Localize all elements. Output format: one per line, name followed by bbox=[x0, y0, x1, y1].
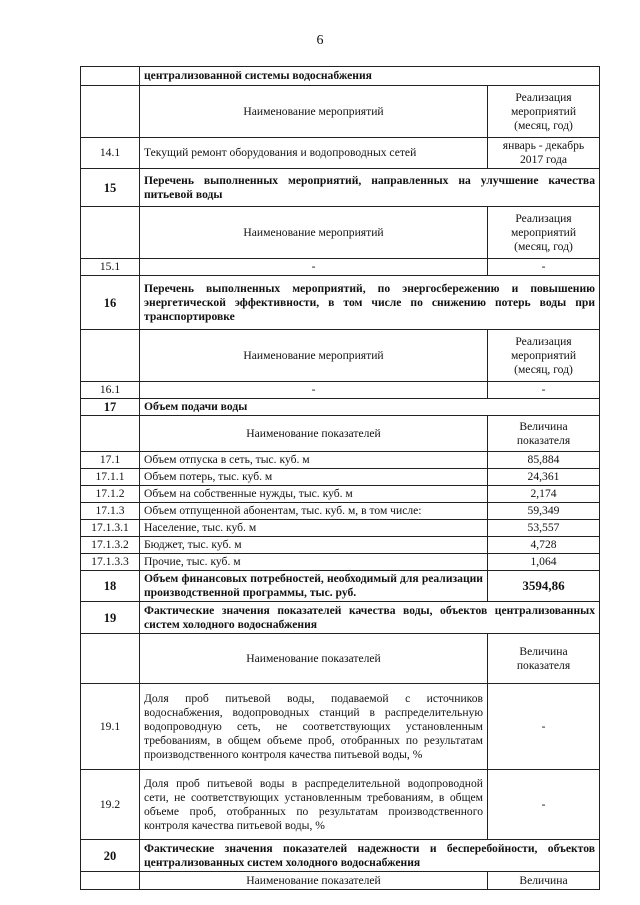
row-number: 14.1 bbox=[81, 138, 140, 169]
row-value: 24,361 bbox=[488, 469, 600, 486]
table-row bbox=[81, 554, 600, 571]
row-name: Объем потерь, тыс. куб. м bbox=[140, 469, 488, 486]
row-number: 17.1.3.2 bbox=[81, 537, 140, 554]
number-cell bbox=[81, 86, 140, 138]
row-number: 15.1 bbox=[81, 259, 140, 276]
row-name: Доля проб питьевой воды в распределительной водопроводной сети, не соответствующих установленным требованиям, в общем объеме проб, отобранных по результатам производственного контроля качества питьевой воды, % bbox=[140, 770, 488, 840]
row-name: Объем отпуска в сеть, тыс. куб. м bbox=[140, 452, 488, 469]
column-header-value: Величина показателя bbox=[488, 416, 600, 452]
number-cell bbox=[81, 207, 140, 259]
row-value: - bbox=[488, 259, 600, 276]
row-number: 17.1.3.3 bbox=[81, 554, 140, 571]
table-row bbox=[81, 503, 600, 520]
row-number: 17.1.3 bbox=[81, 503, 140, 520]
section-title: Объем финансовых потребностей, необходимый для реализации производственной программы, тыс. руб. bbox=[140, 571, 488, 602]
row-number: 19.1 bbox=[81, 684, 140, 770]
section-title: Фактические значения показателей надежности и бесперебойности, объектов централизованных систем холодного водоснабжения bbox=[140, 840, 600, 872]
table-row bbox=[81, 169, 600, 207]
table-row bbox=[81, 684, 600, 770]
table-row bbox=[81, 86, 600, 138]
table-row bbox=[81, 469, 600, 486]
row-value: 4,728 bbox=[488, 537, 600, 554]
column-header-name: Наименование мероприятий bbox=[140, 330, 488, 382]
row-number: 17.1.3.1 bbox=[81, 520, 140, 537]
table-row bbox=[81, 571, 600, 602]
column-header-name: Наименование мероприятий bbox=[140, 86, 488, 138]
row-value: 85,884 bbox=[488, 452, 600, 469]
column-header-value: Реализация мероприятий (месяц, год) bbox=[488, 330, 600, 382]
number-cell bbox=[81, 634, 140, 684]
table-row bbox=[81, 259, 600, 276]
table-row bbox=[81, 67, 600, 86]
row-name: - bbox=[140, 382, 488, 399]
section-title: Перечень выполненных мероприятий, направленных на улучшение качества питьевой воды bbox=[140, 169, 600, 207]
row-number: 17.1.1 bbox=[81, 469, 140, 486]
column-header-name: Наименование показателей bbox=[140, 634, 488, 684]
table-row bbox=[81, 416, 600, 452]
table-row bbox=[81, 330, 600, 382]
row-name: - bbox=[140, 259, 488, 276]
row-value: январь - декабрь 2017 года bbox=[488, 138, 600, 169]
column-header-value: Величина показателя bbox=[488, 634, 600, 684]
row-number: 16.1 bbox=[81, 382, 140, 399]
row-value: - bbox=[488, 382, 600, 399]
number-cell bbox=[81, 416, 140, 452]
row-number: 17.1.2 bbox=[81, 486, 140, 503]
row-name: Доля проб питьевой воды, подаваемой с источников водоснабжения, водопроводных станций в распределительную водопроводную сеть, не соответствующих установленным требованиям, в общем объеме проб, отобранных по результатам производственного контроля качества питьевой воды, % bbox=[140, 684, 488, 770]
number-cell bbox=[81, 67, 140, 86]
number-cell bbox=[81, 872, 140, 890]
number-cell bbox=[81, 330, 140, 382]
row-value: 59,349 bbox=[488, 503, 600, 520]
section-title: Объем подачи воды bbox=[140, 399, 600, 416]
table-row bbox=[81, 872, 600, 890]
table-row bbox=[81, 634, 600, 684]
section-number: 20 bbox=[81, 840, 140, 872]
table-row bbox=[81, 602, 600, 634]
column-header-name: Наименование показателей bbox=[140, 416, 488, 452]
table-row bbox=[81, 452, 600, 469]
section-value: 3594,86 bbox=[488, 571, 600, 602]
row-name: Объем отпущенной абонентам, тыс. куб. м, в том числе: bbox=[140, 503, 488, 520]
table-row bbox=[81, 770, 600, 840]
row-name: Прочие, тыс. куб. м bbox=[140, 554, 488, 571]
table-row bbox=[81, 537, 600, 554]
section-number: 15 bbox=[81, 169, 140, 207]
row-name: Текущий ремонт оборудования и водопроводных сетей bbox=[140, 138, 488, 169]
row-name: Объем на собственные нужды, тыс. куб. м bbox=[140, 486, 488, 503]
row-number: 17.1 bbox=[81, 452, 140, 469]
column-header-name: Наименование показателей bbox=[140, 872, 488, 890]
column-header-value: Величина bbox=[488, 872, 600, 890]
table-row bbox=[81, 486, 600, 503]
table-row bbox=[81, 138, 600, 169]
section-title: Фактические значения показателей качества воды, объектов централизованных систем холодного водоснабжения bbox=[140, 602, 600, 634]
column-header-name: Наименование мероприятий bbox=[140, 207, 488, 259]
table-row bbox=[81, 520, 600, 537]
row-name: Население, тыс. куб. м bbox=[140, 520, 488, 537]
row-name: Бюджет, тыс. куб. м bbox=[140, 537, 488, 554]
section-number: 17 bbox=[81, 399, 140, 416]
section-title: централизованной системы водоснабжения bbox=[140, 67, 600, 86]
column-header-value: Реализация мероприятий (месяц, год) bbox=[488, 207, 600, 259]
row-value: - bbox=[488, 684, 600, 770]
table-row bbox=[81, 382, 600, 399]
section-number: 16 bbox=[81, 276, 140, 330]
table-row bbox=[81, 840, 600, 872]
document-table bbox=[80, 66, 600, 890]
row-value: - bbox=[488, 770, 600, 840]
section-title: Перечень выполненных мероприятий, по энергосбережению и повышению энергетической эффективности, в том числе по снижению потерь воды при транспортировке bbox=[140, 276, 600, 330]
page-number: 6 bbox=[316, 33, 324, 48]
row-value: 53,557 bbox=[488, 520, 600, 537]
row-value: 2,174 bbox=[488, 486, 600, 503]
column-header-value: Реализация мероприятий (месяц, год) bbox=[488, 86, 600, 138]
table-row bbox=[81, 276, 600, 330]
section-number: 18 bbox=[81, 571, 140, 602]
table-row bbox=[81, 207, 600, 259]
table-row bbox=[81, 399, 600, 416]
row-value: 1,064 bbox=[488, 554, 600, 571]
section-number: 19 bbox=[81, 602, 140, 634]
row-number: 19.2 bbox=[81, 770, 140, 840]
